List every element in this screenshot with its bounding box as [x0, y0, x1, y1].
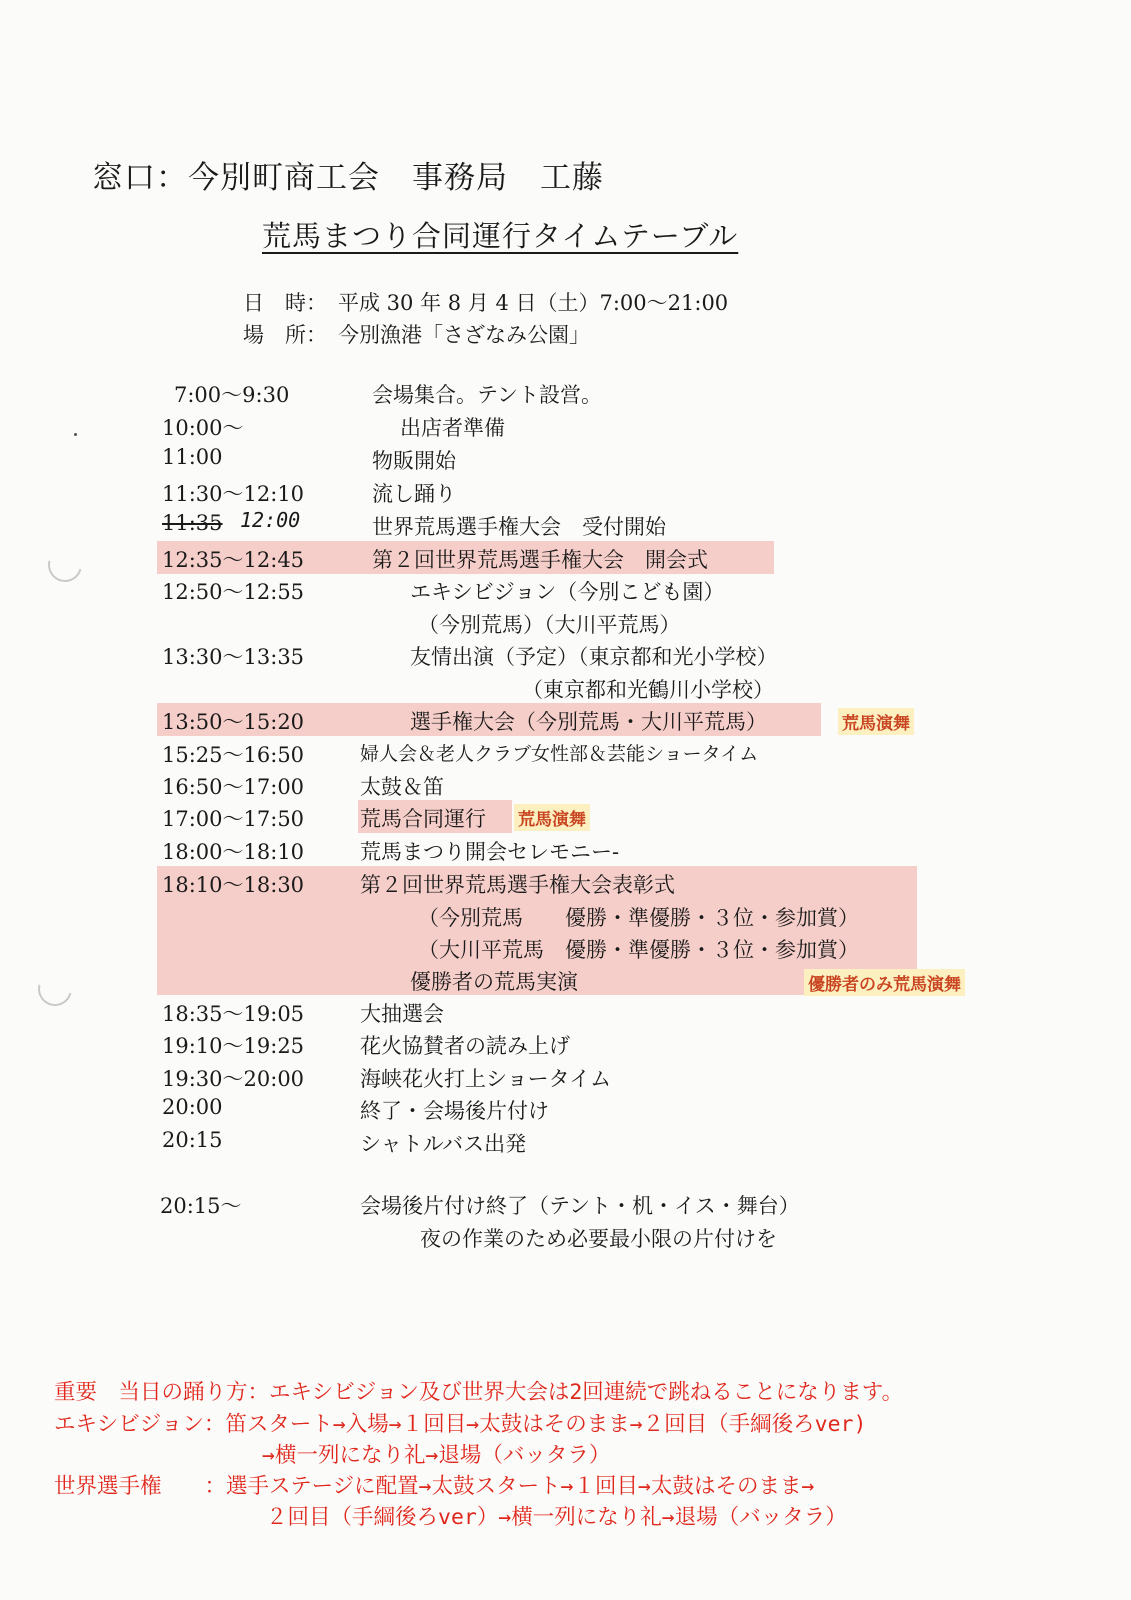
championship-steps-cont: ２回目（手綱後ろver）→横一列になり礼→退場（バッタラ） [266, 1505, 847, 1530]
schedule-event: エキシビジョン（今別こども園） [410, 580, 725, 604]
date-value: 平成 30 年 8 月 4 日（土）7:00〜21:00 [338, 291, 729, 315]
schedule-time: 19:10〜19:25 [162, 1034, 305, 1058]
schedule-time: 18:35〜19:05 [162, 1002, 305, 1026]
document-title: 荒馬まつり合同運行タイムテーブル [262, 219, 739, 253]
note-arauma-dance: 荒馬演舞 [838, 708, 914, 735]
schedule-event-cont: （今別荒馬）（大川平荒馬） [418, 613, 681, 637]
schedule-event-cont: （今別荒馬 優勝・準優勝・３位・参加賞） [418, 906, 859, 930]
schedule-time: 20:15 [162, 1128, 223, 1152]
schedule-time: 12:50〜12:55 [162, 580, 305, 604]
schedule-time-struck: 11:35 [162, 511, 223, 535]
note-winner-dance: 優勝者のみ荒馬演舞 [804, 969, 965, 996]
schedule-event: 終了・会場後片付け [360, 1099, 549, 1123]
place-value: 今別漁港「さざなみ公園」 [338, 323, 590, 347]
schedule-event: 大抽選会 [360, 1002, 444, 1026]
schedule-event-cont: （大川平荒馬 優勝・準優勝・３位・参加賞） [418, 938, 859, 962]
schedule-event: 物販開始 [372, 449, 456, 473]
exhibition-steps-cont: →横一列になり礼→退場（バッタラ） [262, 1443, 611, 1468]
schedule-event: 出店者準備 [400, 416, 505, 440]
schedule-event: 太鼓＆笛 [360, 775, 444, 799]
schedule-time: 19:30〜20:00 [162, 1067, 305, 1091]
schedule-time: 7:00〜9:30 [174, 383, 290, 407]
schedule-time: 10:00〜 [162, 416, 244, 440]
schedule-event: 海峡花火打上ショータイム [360, 1067, 612, 1091]
schedule-event: 世界荒馬選手権大会 受付開始 [372, 515, 666, 539]
schedule-time: 12:35〜12:45 [162, 548, 305, 572]
contact-line: 窓口：今別町商工会 事務局 工藤 [92, 160, 604, 196]
schedule-time: 13:30〜13:35 [162, 645, 305, 669]
schedule-time: 20:15〜 [160, 1194, 242, 1218]
schedule-event-cont: 夜の作業のため必要最小限の片付けを [420, 1227, 777, 1251]
schedule-event-cont: 優勝者の荒馬実演 [410, 970, 578, 994]
schedule-event: 荒馬合同運行 [360, 807, 486, 831]
schedule-event-cont: （東京都和光鶴川小学校） [522, 678, 774, 702]
schedule-time: 17:00〜17:50 [162, 807, 305, 831]
date-label: 日 時： [243, 291, 327, 315]
schedule-event: 友情出演（予定）（東京都和光小学校） [410, 645, 778, 669]
place-label: 場 所： [243, 323, 327, 347]
hole-punch-mark [42, 542, 88, 588]
schedule-event: 荒馬まつり開会セレモニー- [360, 840, 620, 864]
schedule-event: 会場後片付け終了（テント・机・イス・舞台） [360, 1194, 800, 1218]
hole-punch-mark [32, 966, 78, 1012]
schedule-time: 20:00 [162, 1095, 223, 1119]
schedule-time: 11:30〜12:10 [162, 482, 305, 506]
schedule-event: 第２回世界荒馬選手権大会表彰式 [360, 873, 675, 897]
championship-steps: 世界選手権 ：選手ステージに配置→太鼓スタート→１回目→太鼓はそのまま→ [54, 1474, 815, 1499]
schedule-event: 選手権大会（今別荒馬・大川平荒馬） [410, 710, 767, 734]
schedule-event: 婦人会＆老人クラブ女性部＆芸能ショータイム [360, 743, 759, 765]
schedule-time: 18:10〜18:30 [162, 873, 305, 897]
schedule-event: シャトルバス出発 [360, 1132, 527, 1156]
note-arauma-dance: 荒馬演舞 [514, 804, 590, 831]
schedule-time: 11:00 [162, 445, 223, 469]
schedule-event: 第２回世界荒馬選手権大会 開会式 [372, 548, 708, 572]
schedule-time: 15:25〜16:50 [162, 743, 305, 767]
schedule-time: 13:50〜15:20 [162, 710, 305, 734]
exhibition-steps: エキシビジョン：笛スタート→入場→１回目→太鼓はそのまま→２回目（手綱後ろver) [54, 1412, 867, 1437]
schedule-time: 18:00〜18:10 [162, 840, 305, 864]
schedule-event: 流し踊り [372, 482, 456, 506]
handwritten-time: 12:00 [240, 508, 301, 532]
schedule-event: 花火協賛者の読み上げ [360, 1034, 570, 1058]
schedule-event: 会場集合。テント設営。 [372, 383, 602, 407]
important-note: 重要 当日の踊り方：エキシビジョン及び世界大会は2回連続で跳ねることになります。 [54, 1380, 904, 1405]
schedule-time: 16:50〜17:00 [162, 775, 305, 799]
scan-speck [74, 433, 77, 436]
